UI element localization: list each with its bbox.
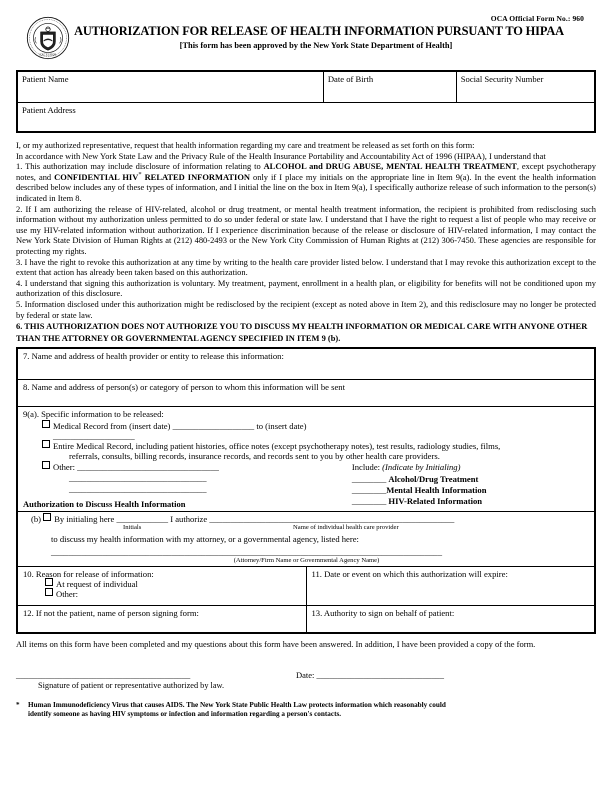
field-date-of-birth[interactable]	[323, 71, 456, 103]
table-row	[17, 71, 595, 103]
field-label: Date of Birth	[327, 74, 374, 84]
intro-line-1: I, or my authorized representative, request that health information regarding my care and treatment be released as set forth on this form:	[16, 140, 475, 150]
section-8-recipient[interactable]	[17, 380, 595, 407]
page-title: AUTHORIZATION FOR RELEASE OF HEALTH INFORMATION PURSUANT TO HIPAA	[74, 24, 564, 38]
table-row	[17, 512, 595, 567]
item-1-bold-1: ALCOHOL and DRUG ABUSE, MENTAL HEALTH TREATMENT	[263, 161, 517, 172]
option-at-request-of-individual[interactable]	[45, 579, 302, 589]
table-row	[17, 606, 595, 634]
patient-info-table	[16, 70, 596, 133]
option-entire-medical-record[interactable]	[53, 441, 590, 451]
option-label-line-1: Entire Medical Record, including patient histories, office notes (except psychotherapy notes), test results, radiology studies, films,	[53, 441, 501, 452]
item-1-text-a: 1. This authorization may include disclosure of information relating to	[16, 161, 264, 172]
closing-statement: All items on this form have been completed and my questions about this form have been answered. In addition, I have been provided a copy of the form.	[16, 639, 536, 650]
item-1-text-c: , except psychotherapy notes, and	[16, 161, 596, 182]
table-row	[17, 567, 595, 606]
option-medical-record-from[interactable]	[53, 421, 363, 441]
checkbox-icon[interactable]	[42, 440, 50, 448]
checkbox-icon[interactable]	[42, 461, 50, 469]
section-9b-captions	[23, 524, 590, 533]
option-label: At request of individual	[56, 579, 138, 590]
include-label: Include:	[351, 462, 383, 473]
footnote-line-2: identify someone as having HIV symptoms or infection and information regarding a person's contacts.	[28, 710, 342, 719]
signature-caption: Signature of patient or representative authorized by law.	[38, 680, 225, 690]
option-label-line-2: referrals, consults, billing records, insurance records, and records sent to you by other health care providers.	[69, 451, 440, 462]
caption-provider-name: Name of individual health care provider	[293, 524, 399, 532]
checkbox-icon[interactable]	[43, 513, 51, 521]
section-13-heading: 13. Authority to sign on behalf of patient:	[311, 608, 455, 619]
section-11-heading: 11. Date or event on which this authorization will expire:	[311, 569, 508, 580]
date-label: Date:	[296, 669, 317, 680]
table-row	[17, 348, 595, 380]
other-records-blank-line-3[interactable]: ________________________________	[69, 484, 207, 495]
include-item-label: HIV-Related Information	[388, 496, 483, 507]
table-row	[17, 380, 595, 407]
intro-line-2: In accordance with New York State Law and the Privacy Rule of the Health Insurance Portability and Accountability Act of 1996 (HIPAA), I understand that	[16, 150, 546, 161]
other-records-blank[interactable]: _________________________________	[77, 462, 219, 473]
include-label-italic: (Indicate by Initialing)	[382, 462, 461, 473]
initials-blank[interactable]: ________	[351, 496, 387, 507]
section-12-heading: 12. If not the patient, name of person signing form:	[23, 608, 199, 619]
checkbox-icon[interactable]	[45, 578, 53, 586]
section-9b	[17, 512, 595, 567]
provider-name-blank[interactable]: _________________________________________________________	[209, 514, 455, 525]
item-4-paragraph: 4. I understand that signing this authorization is voluntary. My treatment, payment, enrollment in a health plan, or eligibility for benefits will not be conditioned upon my authorization of this disclosure.	[16, 277, 596, 299]
table-row	[17, 407, 595, 512]
section-9b-text-1: By initialing here	[54, 514, 117, 525]
item-1-bold-2: CONFIDENTIAL HIV	[54, 171, 139, 182]
include-item-label: Alcohol/Drug Treatment	[388, 474, 479, 485]
section-9a-heading: 9(a). Specific information to be released:	[23, 409, 164, 420]
include-item-alcohol-drug[interactable]	[352, 474, 590, 484]
table-row	[17, 103, 595, 133]
section-9b-prefix: (b)	[31, 514, 42, 525]
insert-date-blank-2[interactable]: ___________________	[53, 431, 135, 442]
field-ssn[interactable]	[456, 71, 595, 103]
field-label: Patient Address	[22, 105, 76, 115]
item-1-text-d: only if I place my initials on the appropriate line in Item 9(a). In the event the health information described below includes any of these types of information, and I initial the line on the box in Item 9(a), I specifically authorize release of such information to the person(s) indicated in Item 8.	[16, 171, 596, 203]
other-records-blank-line-2[interactable]: ________________________________	[69, 473, 207, 484]
item-2-paragraph: 2. If I am authorizing the release of HIV-related, alcohol or drug treatment, or mental health treatment information, the recipient is prohibited from redisclosing such information without my authorization unless permitted to do so under federal or state law. I understand that I have the right to request a list of people who may receive or use my HIV-related information without authorization. If I experience discrimination because of the release or disclosure of HIV-related information, I may contact the New York State Division of Human Rights at (212) 480-2493 or the New York City Commission of Human Rights at (212) 306-7450. These agencies are responsible for protecting my rights.	[16, 203, 596, 256]
hiv-footnote	[16, 701, 596, 720]
option-label-mid: to (insert date)	[254, 421, 307, 432]
signature-block	[16, 670, 266, 680]
option-label: Medical Record from (insert date)	[53, 421, 173, 432]
date-blank[interactable]: ______________________________	[316, 669, 445, 680]
signature-blank[interactable]: _________________________________________	[16, 669, 191, 680]
page-subtitle: [This form has been approved by the New York State Department of Health]	[179, 41, 453, 50]
initials-blank[interactable]: ____________	[116, 514, 169, 525]
section-9b-text-2: I authorize	[168, 514, 210, 525]
option-other-reason[interactable]	[45, 589, 302, 599]
checkbox-icon[interactable]	[45, 588, 53, 596]
oca-form-number: OCA Official Form No.: 960	[490, 14, 584, 23]
include-label-row	[352, 462, 590, 472]
item-3-paragraph: 3. I have the right to revoke this authorization at any time by writing to the health care provider listed below. I understand that I may revoke this authorization except to the extent that action has already been taken based on this authorization.	[16, 256, 596, 278]
option-other-records[interactable]	[53, 462, 352, 472]
authorization-discuss-heading: Authorization to Discuss Health Information	[23, 499, 186, 510]
option-entire-medical-record-cont	[69, 451, 590, 461]
section-8-label: 8. Name and address of person(s) or category of person to whom this information will be sent	[23, 382, 345, 393]
field-patient-name[interactable]	[17, 71, 323, 103]
field-label: Patient Name	[22, 74, 69, 84]
form-sections-block	[16, 347, 596, 634]
form-header	[16, 14, 596, 66]
section-7-provider[interactable]	[17, 348, 595, 380]
caption-agency-name: (Attorney/Firm Name or Governmental Agency Name)	[233, 557, 380, 565]
checkbox-icon[interactable]	[42, 420, 50, 428]
section-11-expiration[interactable]	[306, 567, 595, 606]
signature-row	[16, 670, 596, 680]
date-block	[296, 670, 444, 680]
form-body-text	[16, 140, 596, 344]
item-1-bold-3: RELATED INFORMATION	[141, 171, 250, 182]
section-13-authority[interactable]	[306, 606, 595, 634]
section-10-heading: 10. Reason for release of information:	[23, 569, 154, 580]
include-item-mental-health[interactable]	[352, 485, 590, 495]
section-7-label: 7. Name and address of health provider or entity to release this information:	[23, 351, 284, 362]
include-item-hiv-related[interactable]	[352, 496, 590, 506]
section-9a	[17, 407, 595, 512]
section-9b-initial-row[interactable]	[31, 514, 590, 524]
caption-initials: Initials	[123, 524, 142, 532]
include-item-label: Mental Health Information	[386, 485, 487, 496]
field-patient-address[interactable]	[17, 103, 595, 133]
initials-blank[interactable]: ________	[351, 485, 387, 496]
option-label: Other:	[56, 589, 78, 600]
option-label: Other:	[53, 462, 78, 473]
agency-name-blank[interactable]: ___________________________________________________________________________________________	[51, 547, 443, 558]
hiv-footnote-marker: *	[138, 170, 142, 178]
initials-blank[interactable]: ________	[351, 474, 387, 485]
insert-date-blank-1[interactable]: ___________________	[172, 421, 255, 432]
item-1-paragraph	[16, 161, 596, 203]
section-9b-text-3: to discuss my health information with my attorney, or a governmental agency, listed here:	[51, 534, 359, 545]
svg-text:EXCELSIOR: EXCELSIOR	[39, 52, 57, 57]
item-6-paragraph: 6. THIS AUTHORIZATION DOES NOT AUTHORIZE YOU TO DISCUSS MY HEALTH INFORMATION OR MEDICAL CARE WITH ANYONE OTHER THAN THE ATTORNEY OR GOVERNMENTAL AGENCY SPECIFIED IN ITEM 9 (b).	[16, 321, 588, 344]
section-10-reason	[17, 567, 306, 606]
field-label: Social Security Number	[460, 74, 544, 84]
item-5-paragraph: 5. Information disclosed under this authorization might be redisclosed by the recipient (except as noted above in Item 2), and this redisclosure may no longer be protected by federal or state law.	[16, 298, 596, 320]
footnote-marker: *	[16, 700, 20, 709]
footnote-line-1: Human Immunodeficiency Virus that causes AIDS. The New York State Public Health Law protects information which reasonably could	[28, 700, 446, 709]
new-york-state-seal-icon	[26, 16, 70, 60]
section-12-signer-name[interactable]	[17, 606, 306, 634]
